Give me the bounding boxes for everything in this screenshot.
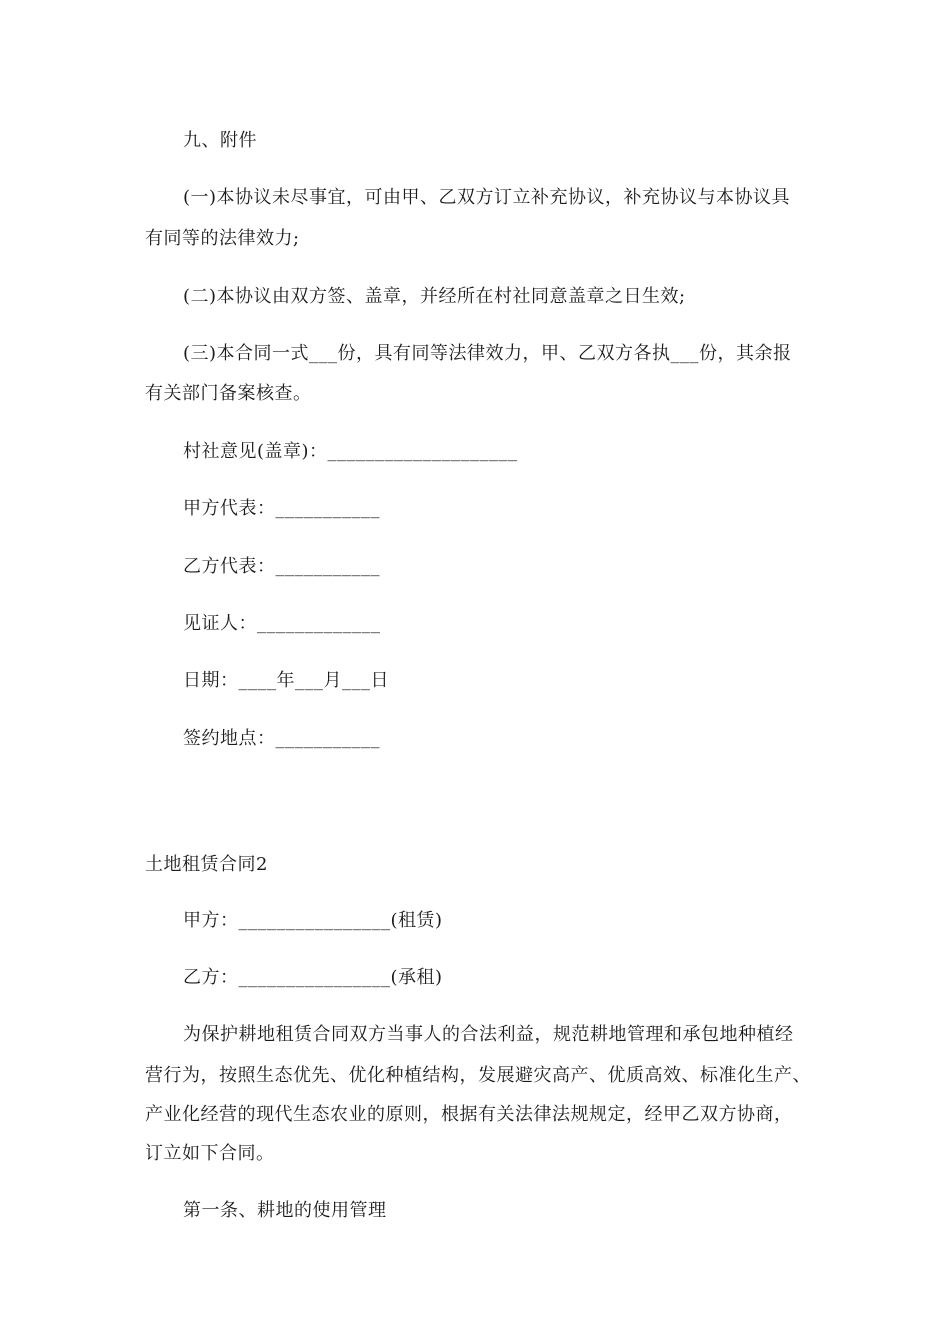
intro-line-1: 为保护耕地租赁合同双方当事人的合法利益，规范耕地管理和承包地种植经: [183, 1024, 794, 1045]
party-b-representative-line: 乙方代表：___________: [183, 556, 380, 577]
party-a-line: 甲方：________________(租赁): [183, 910, 443, 931]
section-heading: 九、附件: [183, 130, 257, 151]
contract-title: 土地租赁合同2: [145, 854, 268, 875]
party-b-line: 乙方：________________(承租): [183, 967, 443, 988]
clause-3-line-1: (三)本合同一式___份，具有同等法律效力，甲、乙双方各执___份，其余报: [183, 343, 792, 364]
clause-2: (二)本协议由双方签、盖章，并经所在村社同意盖章之日生效;: [183, 286, 686, 307]
article-1-heading: 第一条、耕地的使用管理: [183, 1200, 387, 1221]
intro-line-2: 营行为，按照生态优先、优化种植结构，发展避灾高产、优质高效、标准化生产、: [145, 1065, 811, 1086]
witness-line: 见证人：_____________: [183, 613, 381, 634]
date-line: 日期：____年___月___日: [183, 670, 389, 691]
signing-location-line: 签约地点：___________: [183, 728, 380, 749]
clause-1-line-1: (一)本协议未尽事宜，可由甲、乙双方订立补充协议，补充协议与本协议具: [183, 187, 791, 208]
party-a-representative-line: 甲方代表：___________: [183, 498, 380, 519]
clause-3-line-2: 有关部门备案核查。: [145, 383, 312, 404]
village-opinion-line: 村社意见(盖章)：____________________: [183, 441, 518, 462]
intro-line-4: 订立如下合同。: [145, 1143, 275, 1164]
clause-1-line-2: 有同等的法律效力;: [145, 228, 300, 249]
intro-line-3: 产业化经营的现代生态农业的原则，根据有关法律法规规定，经甲乙双方协商，: [145, 1104, 793, 1125]
